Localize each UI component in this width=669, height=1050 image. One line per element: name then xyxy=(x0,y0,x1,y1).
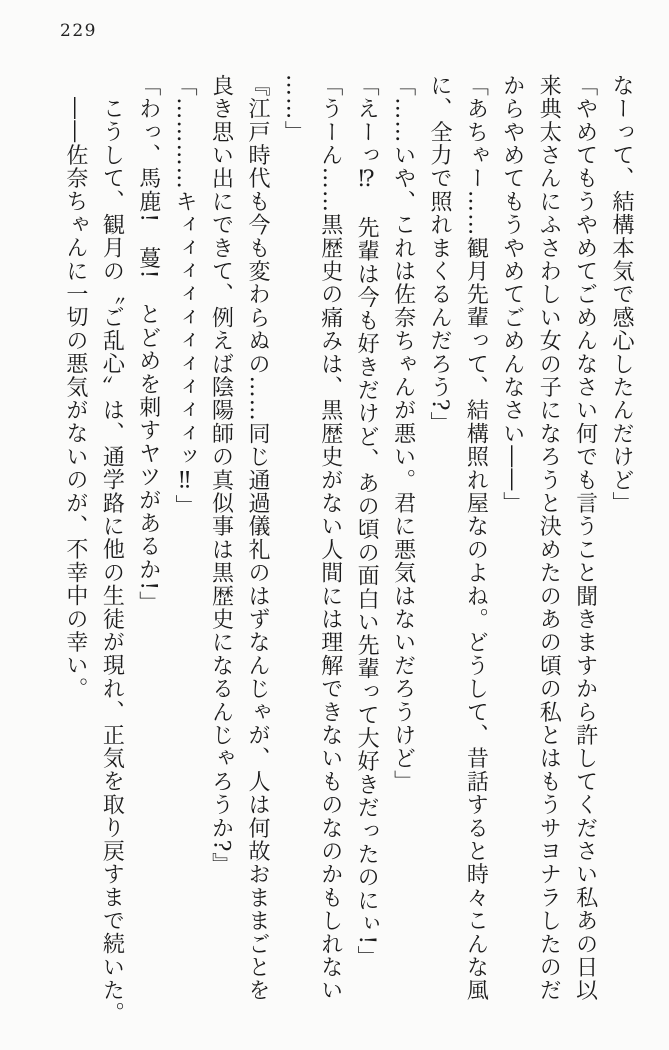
text-line: ……」 xyxy=(281,74,307,144)
text-line: 『江戸時代も今も変わらぬの……同じ通過儀礼のはずなんじゃが、人は何故おままごとを xyxy=(244,74,270,1002)
text-block xyxy=(57,74,640,1034)
text-line: ――佐奈ちゃんに一切の悪気がないのが、不幸中の幸い。 xyxy=(62,97,88,701)
text-line: に、全力で照れまくるんだろう?」 xyxy=(426,74,452,435)
text-line: 「あちゃー……観月先輩って、結構照れ屋なのよね。どうして、昔話すると時々こんな風 xyxy=(463,74,489,1002)
text-line: 「わっ、馬鹿! 蔓! とどめを刺すヤツがあるか!」 xyxy=(135,74,161,615)
page-number: 229 xyxy=(60,21,97,41)
text-line: からやめてもうやめてごめんなさい――」 xyxy=(499,74,525,515)
text-line: 来典太さんにふさわしい女の子になろうと決めたのあの頃の私とはもうサヨナラしたのだ xyxy=(536,74,562,1002)
text-line: 「やめてもうやめてごめんなさい何でも言うこと聞きますから許してください私あの日以 xyxy=(572,74,598,1002)
text-line: 「えーっ⁉ 先輩は今も好きだけど、あの頃の面白い先輩って大好きだったのにぃ!」 xyxy=(354,74,380,969)
text-line: 「…………キィィィィィィィィィィッ‼」 xyxy=(172,74,198,518)
text-line: 良き思い出にできて、例えば陰陽師の真似事は黒歴史になるんじゃろうか?』 xyxy=(208,74,234,876)
text-line: 「……いや、これは佐奈ちゃんが悪い。君に悪気はないだろうけど」 xyxy=(390,74,416,794)
text-line: 「うーん……黒歴史の痛みは、黒歴史がない人間には理解できないものなのかもしれない xyxy=(317,74,343,1002)
text-line: こうして、観月の〝ご乱心〟は、通学路に他の生徒が現れ、正気を取り戻すまで続いた。 xyxy=(99,97,125,1026)
text-line: なーって、結構本気で感心したんだけど」 xyxy=(609,74,634,515)
